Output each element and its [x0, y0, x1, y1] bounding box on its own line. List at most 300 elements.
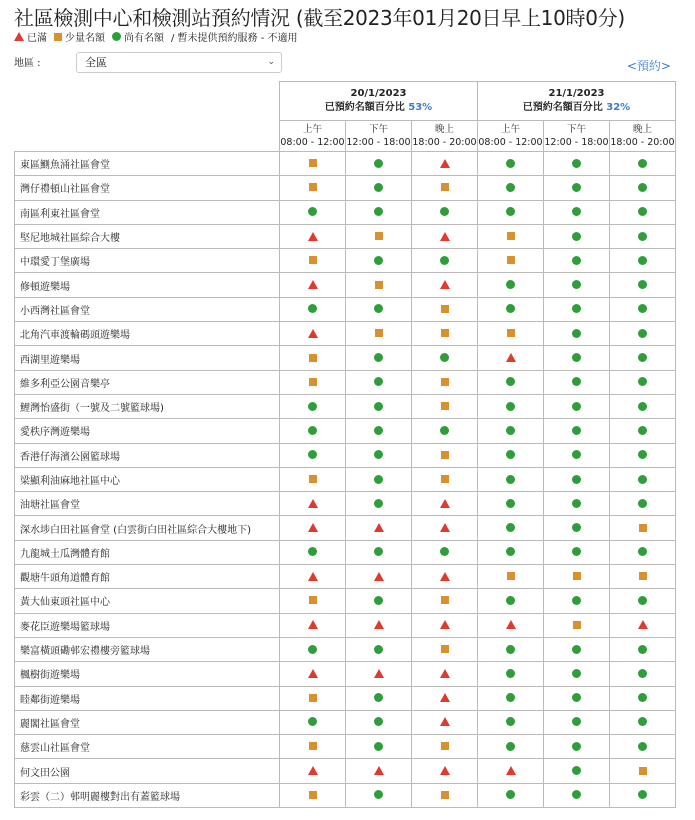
status-cell	[346, 443, 412, 467]
status-cell	[610, 710, 676, 734]
avail-circle-icon	[638, 547, 647, 556]
centre-name: 中環愛丁堡廣場	[15, 249, 280, 273]
status-cell	[610, 637, 676, 661]
centre-name: 小西灣社區會堂	[15, 297, 280, 321]
full-triangle-icon	[308, 280, 318, 289]
few-square-icon	[375, 281, 383, 289]
slot-header	[280, 121, 346, 152]
status-cell	[280, 662, 346, 686]
table-row	[15, 783, 676, 807]
status-cell	[280, 224, 346, 248]
table-row	[15, 662, 676, 686]
avail-circle-icon	[572, 717, 581, 726]
table-row	[15, 394, 676, 418]
status-cell	[544, 200, 610, 224]
avail-circle-icon	[572, 499, 581, 508]
avail-circle-icon	[440, 547, 449, 556]
status-cell	[610, 273, 676, 297]
avail-circle-icon	[506, 645, 515, 654]
chevron-down-icon: ⌄	[267, 57, 275, 67]
status-cell	[610, 516, 676, 540]
centre-name: 楓樹街遊樂場	[15, 662, 280, 686]
avail-circle-icon	[506, 402, 515, 411]
slot-header	[346, 121, 412, 152]
status-cell	[346, 637, 412, 661]
book-link[interactable]: <預約>	[626, 59, 671, 73]
centre-name: 堅尼地城社區綜合大樓	[15, 224, 280, 248]
full-triangle-icon	[440, 280, 450, 289]
pct-label: 已預約名額百分比	[324, 102, 405, 113]
avail-circle-icon	[572, 523, 581, 532]
status-cell	[412, 686, 478, 710]
avail-circle-icon	[572, 596, 581, 605]
few-square-icon	[309, 475, 317, 483]
avail-circle-icon	[638, 717, 647, 726]
few-square-icon	[441, 596, 449, 604]
avail-circle-icon	[308, 426, 317, 435]
table-row	[15, 200, 676, 224]
centre-name: 愛秩序灣遊樂場	[15, 419, 280, 443]
centre-name: 灣仔禮頓山社區會堂	[15, 176, 280, 200]
few-square-icon	[507, 329, 515, 337]
few-square-icon	[375, 232, 383, 240]
status-cell	[412, 176, 478, 200]
status-cell	[610, 249, 676, 273]
few-square-icon	[441, 378, 449, 386]
status-cell	[346, 613, 412, 637]
few-square-icon	[309, 378, 317, 386]
status-cell	[478, 759, 544, 783]
avail-circle-icon	[638, 207, 647, 216]
centre-name: 麥花臣遊樂場籃球場	[15, 613, 280, 637]
status-cell	[478, 200, 544, 224]
slot-time: 08:00 - 12:00	[478, 137, 543, 148]
status-cell	[478, 322, 544, 346]
status-cell	[610, 662, 676, 686]
status-cell	[478, 370, 544, 394]
avail-circle-icon	[638, 280, 647, 289]
centre-name: 油塘社區會堂	[15, 492, 280, 516]
avail-circle-icon	[506, 547, 515, 556]
avail-circle-icon	[374, 645, 383, 654]
full-triangle-icon	[308, 499, 318, 508]
full-triangle-icon	[308, 620, 318, 629]
full-triangle-icon	[308, 523, 318, 532]
status-cell	[346, 589, 412, 613]
avail-circle-icon	[506, 426, 515, 435]
avail-circle-icon	[572, 693, 581, 702]
centre-name: 梁顯利油麻地社區中心	[15, 467, 280, 491]
status-cell	[412, 152, 478, 176]
few-square-icon	[441, 183, 449, 191]
avail-circle-icon	[638, 499, 647, 508]
status-cell	[610, 783, 676, 807]
status-cell	[544, 662, 610, 686]
avail-circle-icon	[506, 475, 515, 484]
status-cell	[610, 419, 676, 443]
table-row	[15, 419, 676, 443]
status-cell	[544, 394, 610, 418]
status-cell	[478, 224, 544, 248]
status-cell	[478, 613, 544, 637]
status-cell	[544, 346, 610, 370]
slot-header	[478, 121, 544, 152]
status-cell	[478, 540, 544, 564]
few-square-icon	[573, 621, 581, 629]
avail-circle-icon	[572, 207, 581, 216]
centre-name: 維多利亞公園音樂亭	[15, 370, 280, 394]
status-cell	[478, 394, 544, 418]
centre-name: 九龍城土瓜灣體育館	[15, 540, 280, 564]
status-cell	[412, 492, 478, 516]
centre-name: 何文田公園	[15, 759, 280, 783]
status-cell	[478, 443, 544, 467]
full-triangle-icon	[374, 766, 384, 775]
avail-circle-icon	[440, 207, 449, 216]
full-triangle-icon	[440, 620, 450, 629]
table-row	[15, 540, 676, 564]
few-square-icon	[54, 33, 62, 41]
avail-circle-icon	[506, 499, 515, 508]
status-cell	[280, 613, 346, 637]
status-cell	[478, 419, 544, 443]
table-row	[15, 273, 676, 297]
status-cell	[412, 322, 478, 346]
status-cell	[412, 589, 478, 613]
avail-circle-icon	[572, 353, 581, 362]
avail-circle-icon	[506, 669, 515, 678]
avail-circle-icon	[638, 329, 647, 338]
few-square-icon	[441, 791, 449, 799]
slot-name: 晚上	[632, 124, 652, 135]
status-cell	[610, 613, 676, 637]
full-triangle-icon	[440, 499, 450, 508]
avail-circle-icon	[308, 304, 317, 313]
table-row	[15, 589, 676, 613]
status-cell	[280, 152, 346, 176]
status-cell	[544, 540, 610, 564]
status-cell	[280, 467, 346, 491]
avail-circle-icon	[572, 475, 581, 484]
avail-circle-icon	[374, 304, 383, 313]
status-cell	[610, 152, 676, 176]
slot-time: 12:00 - 18:00	[346, 137, 411, 148]
status-cell	[412, 249, 478, 273]
legend-none-label: / 暫未提供預約服務 - 不適用	[171, 33, 298, 44]
region-select[interactable]	[76, 52, 282, 73]
status-cell	[346, 176, 412, 200]
date-label: 20/1/2023	[350, 88, 407, 99]
status-cell	[280, 419, 346, 443]
avail-circle-icon	[374, 547, 383, 556]
few-square-icon	[441, 451, 449, 459]
few-square-icon	[441, 742, 449, 750]
table-row	[15, 759, 676, 783]
status-cell	[544, 176, 610, 200]
full-triangle-icon	[506, 353, 516, 362]
status-cell	[544, 565, 610, 589]
status-cell	[346, 662, 412, 686]
date-header	[478, 82, 676, 121]
slot-name: 晚上	[434, 124, 454, 135]
full-triangle-icon	[374, 572, 384, 581]
centre-name: 北角汽車渡輪碼頭遊樂場	[15, 322, 280, 346]
centre-name: 慈雲山社區會堂	[15, 735, 280, 759]
legend	[14, 29, 305, 44]
full-triangle-icon	[308, 232, 318, 241]
avail-circle-icon	[308, 207, 317, 216]
status-cell	[478, 516, 544, 540]
few-square-icon	[309, 354, 317, 362]
avail-circle-icon	[374, 426, 383, 435]
pct-value: 53%	[408, 102, 433, 113]
full-triangle-icon	[440, 159, 450, 168]
slot-time: 18:00 - 20:00	[610, 137, 675, 148]
status-cell	[478, 735, 544, 759]
status-cell	[610, 200, 676, 224]
centre-name: 西湖里遊樂場	[15, 346, 280, 370]
status-cell	[412, 565, 478, 589]
avail-circle-icon	[506, 183, 515, 192]
status-cell	[544, 443, 610, 467]
status-cell	[610, 322, 676, 346]
status-cell	[346, 346, 412, 370]
legend-full-label: 已滿	[27, 33, 47, 44]
slot-time: 18:00 - 20:00	[412, 137, 477, 148]
slot-header	[610, 121, 676, 152]
table-row	[15, 224, 676, 248]
avail-circle-icon	[374, 742, 383, 751]
status-cell	[280, 710, 346, 734]
status-cell	[610, 394, 676, 418]
slot-name: 上午	[500, 124, 520, 135]
status-cell	[346, 200, 412, 224]
table-row	[15, 370, 676, 394]
status-cell	[412, 443, 478, 467]
table-row	[15, 346, 676, 370]
avail-circle-icon	[572, 256, 581, 265]
avail-circle-icon	[638, 304, 647, 313]
status-cell	[478, 346, 544, 370]
full-triangle-icon	[308, 669, 318, 678]
status-cell	[346, 370, 412, 394]
few-square-icon	[441, 329, 449, 337]
status-cell	[610, 759, 676, 783]
avail-circle-icon	[374, 693, 383, 702]
pct-label: 已預約名額百分比	[522, 102, 603, 113]
avail-circle-icon	[572, 547, 581, 556]
status-cell	[280, 297, 346, 321]
few-square-icon	[309, 694, 317, 702]
legend-full	[14, 29, 47, 44]
avail-circle-icon	[638, 693, 647, 702]
full-triangle-icon	[374, 523, 384, 532]
status-cell	[280, 443, 346, 467]
status-cell	[412, 783, 478, 807]
status-cell	[544, 370, 610, 394]
status-cell	[412, 735, 478, 759]
full-triangle-icon	[440, 669, 450, 678]
centre-name: 香港仔海濱公園籃球場	[15, 443, 280, 467]
slot-name: 下午	[566, 124, 586, 135]
avail-circle-icon	[374, 402, 383, 411]
status-cell	[610, 346, 676, 370]
table-row	[15, 443, 676, 467]
centre-name: 黃大仙東頭社區中心	[15, 589, 280, 613]
status-cell	[412, 637, 478, 661]
status-cell	[280, 759, 346, 783]
status-cell	[412, 662, 478, 686]
status-cell	[478, 297, 544, 321]
few-square-icon	[507, 572, 515, 580]
avail-circle-icon	[506, 790, 515, 799]
status-cell	[478, 565, 544, 589]
avail-circle-icon	[638, 377, 647, 386]
avail-circle-icon	[112, 32, 121, 41]
status-cell	[412, 273, 478, 297]
table-row	[15, 492, 676, 516]
status-cell	[544, 686, 610, 710]
status-cell	[544, 492, 610, 516]
centre-name: 睦鄰街遊樂場	[15, 686, 280, 710]
status-cell	[610, 565, 676, 589]
avail-circle-icon	[638, 450, 647, 459]
status-cell	[412, 346, 478, 370]
table-row	[15, 176, 676, 200]
full-triangle-icon	[374, 620, 384, 629]
status-cell	[280, 273, 346, 297]
avail-circle-icon	[572, 183, 581, 192]
avail-circle-icon	[506, 280, 515, 289]
status-cell	[610, 370, 676, 394]
centre-name: 樂富橫頭磡邨宏禮樓旁籃球場	[15, 637, 280, 661]
avail-circle-icon	[638, 426, 647, 435]
few-square-icon	[441, 645, 449, 653]
status-cell	[346, 224, 412, 248]
status-cell	[280, 200, 346, 224]
full-triangle-icon	[440, 717, 450, 726]
booked-percent	[280, 101, 477, 115]
availability-table	[14, 81, 676, 808]
status-cell	[346, 273, 412, 297]
avail-circle-icon	[638, 790, 647, 799]
full-triangle-icon	[14, 32, 24, 41]
avail-circle-icon	[572, 304, 581, 313]
booked-percent	[478, 101, 675, 115]
status-cell	[280, 346, 346, 370]
status-cell	[478, 492, 544, 516]
status-cell	[346, 249, 412, 273]
avail-circle-icon	[308, 645, 317, 654]
status-cell	[412, 419, 478, 443]
slot-header	[544, 121, 610, 152]
status-cell	[478, 710, 544, 734]
status-cell	[346, 394, 412, 418]
avail-circle-icon	[374, 790, 383, 799]
status-cell	[346, 297, 412, 321]
full-triangle-icon	[440, 232, 450, 241]
slot-time: 08:00 - 12:00	[280, 137, 345, 148]
status-cell	[544, 467, 610, 491]
table-row	[15, 613, 676, 637]
status-cell	[544, 759, 610, 783]
few-square-icon	[507, 232, 515, 240]
region-label: 地區 :	[14, 58, 41, 69]
status-cell	[280, 176, 346, 200]
avail-circle-icon	[506, 693, 515, 702]
status-cell	[610, 589, 676, 613]
table-row	[15, 735, 676, 759]
status-cell	[346, 419, 412, 443]
date-header	[280, 82, 478, 121]
status-cell	[280, 322, 346, 346]
avail-circle-icon	[374, 159, 383, 168]
avail-circle-icon	[638, 596, 647, 605]
status-cell	[544, 710, 610, 734]
few-square-icon	[309, 742, 317, 750]
avail-circle-icon	[506, 717, 515, 726]
table-row	[15, 322, 676, 346]
avail-circle-icon	[374, 499, 383, 508]
centre-name: 鯉灣怡盛街（一號及二號籃球場)	[15, 394, 280, 418]
status-cell	[478, 176, 544, 200]
avail-circle-icon	[506, 523, 515, 532]
status-cell	[412, 394, 478, 418]
legend-avail-label: 尚有名額	[124, 33, 164, 44]
avail-circle-icon	[374, 450, 383, 459]
table-row	[15, 637, 676, 661]
status-cell	[346, 467, 412, 491]
slot-header	[412, 121, 478, 152]
status-cell	[544, 419, 610, 443]
legend-avail	[112, 29, 164, 44]
avail-circle-icon	[308, 402, 317, 411]
table-row	[15, 467, 676, 491]
table-row	[15, 249, 676, 273]
avail-circle-icon	[572, 159, 581, 168]
status-cell	[610, 686, 676, 710]
avail-circle-icon	[572, 766, 581, 775]
avail-circle-icon	[638, 256, 647, 265]
status-cell	[412, 710, 478, 734]
region-select-value: 全區	[85, 56, 107, 69]
status-cell	[478, 249, 544, 273]
status-cell	[610, 176, 676, 200]
avail-circle-icon	[572, 426, 581, 435]
status-cell	[478, 662, 544, 686]
few-square-icon	[375, 329, 383, 337]
status-cell	[610, 443, 676, 467]
avail-circle-icon	[506, 450, 515, 459]
header-blank	[15, 82, 280, 152]
avail-circle-icon	[374, 183, 383, 192]
avail-circle-icon	[506, 377, 515, 386]
avail-circle-icon	[638, 742, 647, 751]
few-square-icon	[309, 791, 317, 799]
status-cell	[346, 152, 412, 176]
status-cell	[478, 783, 544, 807]
avail-circle-icon	[440, 353, 449, 362]
avail-circle-icon	[374, 377, 383, 386]
status-cell	[412, 516, 478, 540]
status-cell	[280, 249, 346, 273]
status-cell	[610, 492, 676, 516]
status-cell	[280, 516, 346, 540]
slot-name: 下午	[368, 124, 388, 135]
table-row	[15, 686, 676, 710]
avail-circle-icon	[308, 547, 317, 556]
status-cell	[478, 273, 544, 297]
